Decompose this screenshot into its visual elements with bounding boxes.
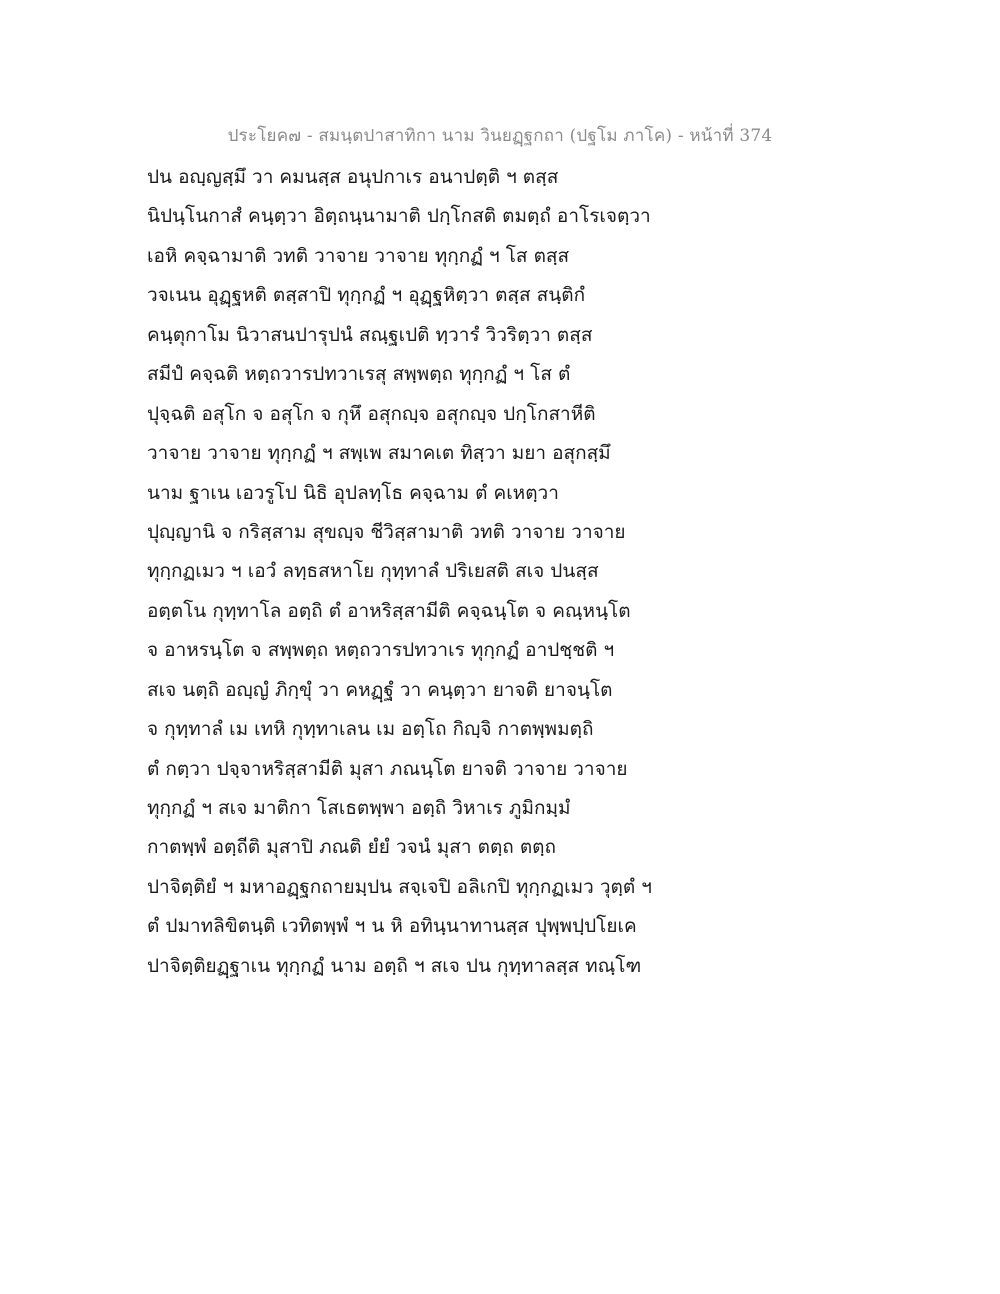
text-line: เอหิ คจฺฉามาติ วทติ วาจาย วาจาย ทุกฺกฏํ ฯ โส ตสฺส	[147, 244, 570, 267]
text-line: นิปนฺโนกาสํ คนฺตฺวา อิตฺถนฺนามาติ ปกฺโกสติ ตมตฺถํ อาโรเจตฺวา	[147, 205, 651, 228]
text-line: จ อาหรนฺโต จ สพฺพตฺถ หตฺถวารปทวาเร ทุกฺกฏํ อาปชฺชติ ฯ	[147, 639, 615, 662]
running-header: ประโยค๗ - สมนฺตปาสาทิกา นาม วินยฏฺฐกถา (ปฐโม ภาโค) - หน้าที่ 374	[227, 126, 773, 146]
text-line: ทุกฺกฏํ ฯ สเจ มาติกา โสเธตพฺพา อตฺถิ วิหาเร ภูมิกมฺมํ	[147, 797, 571, 819]
body-text	[147, 158, 707, 986]
text-line: กาตพฺพํ อตฺถีติ มุสาปิ ภณติ ยํยํ วจนํ มุสา ตตฺถ ตตฺถ	[147, 836, 557, 859]
text-line: ปาจิตฺติยํ ฯ มหาอฏฺฐกถายมฺปน สจฺเจปิ อลิเกปิ ทุกฺกฏเมว วุตฺตํ ฯ	[147, 875, 652, 898]
text-line: ปาจิตฺติยฏฺฐาเน ทุกฺกฏํ นาม อตฺถิ ฯ สเจ ปน กุทฺทาลสฺส ทณฺโฑ	[147, 954, 642, 977]
text-line: ทุกฺกฏเมว ฯ เอวํ ลทฺธสหาโย กุทฺทาลํ ปริเยสติ สเจ ปนสฺส	[147, 560, 599, 583]
text-line: ปุจฺฉติ อสุโก จ อสุโก จ กุหึ อสุกญฺจ อสุกญฺจ ปกฺโกสาหีติ	[147, 402, 596, 425]
text-line: ตํ กตฺวา ปจฺจาหริสฺสามีติ มุสา ภณนฺโต ยาจติ วาจาย วาจาย	[147, 757, 628, 780]
text-line: สมีปํ คจฺฉติ หตฺถวารปทวาเรสุ สพฺพตฺถ ทุกฺกฏํ ฯ โส ตํ	[147, 363, 571, 386]
text-line: วจเนน อุฏฺฐหติ ตสฺสาปิ ทุกฺกฏํ ฯ อุฏฺฐหิตฺวา ตสฺส สนฺติกํ	[147, 284, 586, 307]
text-line: อตฺตโน กุทฺทาโล อตฺถิ ตํ อาหริสฺสามีติ คจฺฉนฺโต จ คณฺหนฺโต	[147, 599, 631, 622]
text-line: คนฺตุกาโม นิวาสนปารุปนํ สณฺฐเปติ ทฺวารํ วิวริตฺวา ตสฺส	[147, 323, 593, 346]
text-line: นาม ฐาเน เอวรูโป นิธิ อุปลทฺโธ คจฺฉาม ตํ คเหตฺวา	[147, 481, 559, 504]
text-line: สเจ นตฺถิ อญฺญํ ภิกฺขุํ วา คหฏฺฐํ วา คนฺตฺวา ยาจติ ยาจนฺโต	[147, 678, 613, 701]
text-line: จ กุทฺทาลํ เม เทหิ กุทฺทาเลน เม อตฺโถ กิญฺจิ กาตพฺพมตฺถิ	[147, 718, 594, 741]
text-line: ปุญฺญานิ จ กริสฺสาม สุขญฺจ ชีวิสฺสามาติ วทติ วาจาย วาจาย	[147, 520, 626, 543]
text-line: ปน อญฺญสฺมึ วา คมนสฺส อนุปกาเร อนาปตฺติ ฯ ตสฺส	[147, 166, 559, 188]
text-line: วาจาย วาจาย ทุกฺกฏํ ฯ สพฺเพ สมาคเต ทิสฺวา มยา อสุกสฺมึ	[147, 442, 611, 465]
text-line: ตํ ปมาทลิขิตนฺติ เวทิตพฺพํ ฯ น หิ อทินฺนาทานสฺส ปุพฺพปฺปโยเค	[147, 915, 637, 938]
